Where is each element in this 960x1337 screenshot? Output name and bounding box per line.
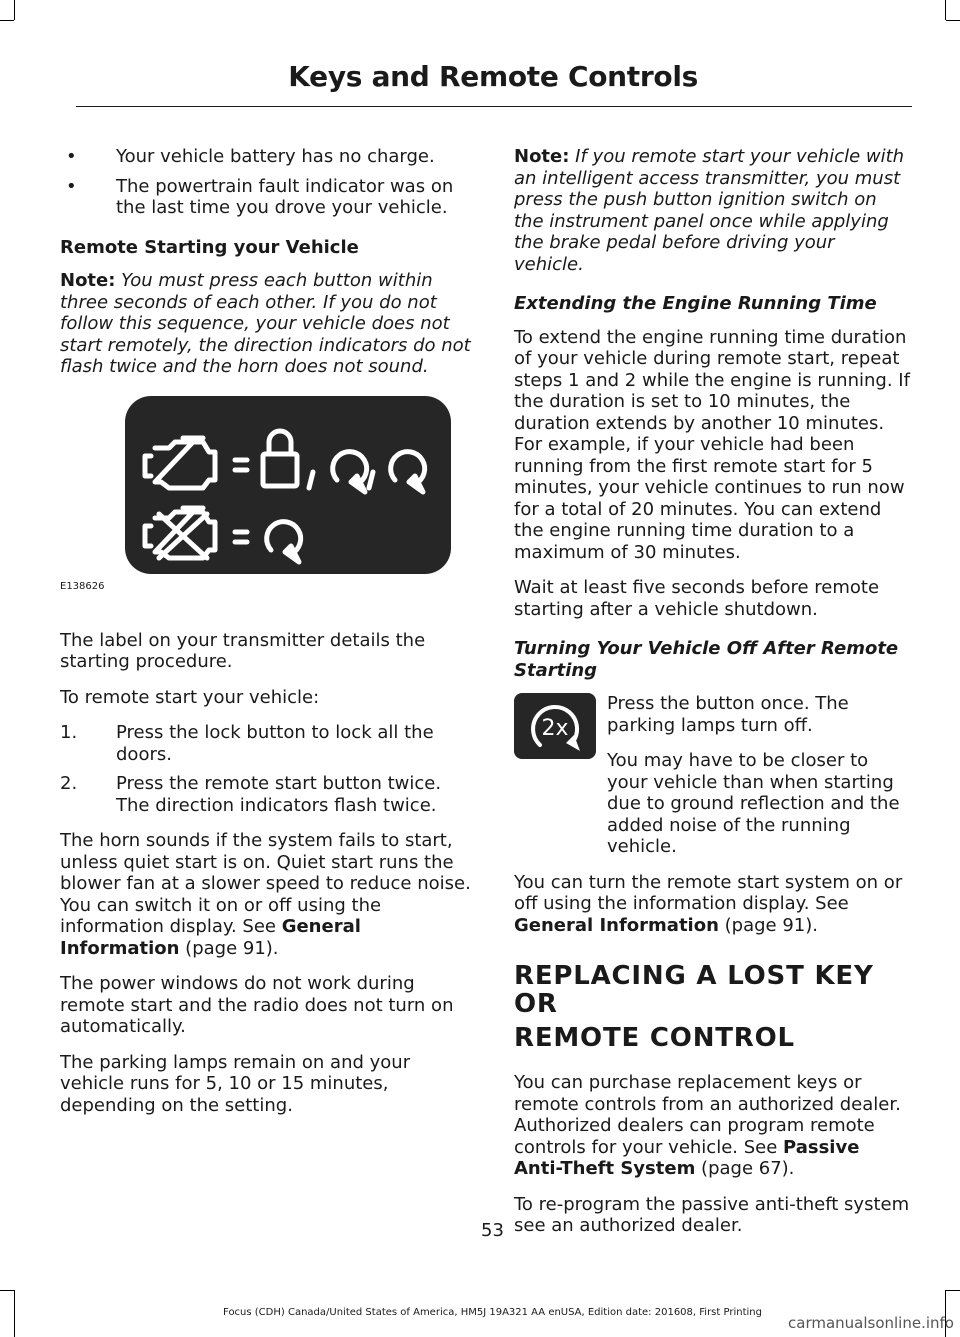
paragraph-text: You can turn the remote start system on or off using the information display. See xyxy=(514,871,903,914)
page-footer: Focus (CDH) Canada/United States of America, HM5J 19A321 AA enUSA, Edition date: 201608, First Printing xyxy=(223,1307,762,1318)
page-reference: (page 91). xyxy=(179,937,279,959)
step-list xyxy=(60,722,474,816)
paragraph-text: You can purchase replacement keys or remote controls from an authorized dealer. Authorized dealers can program remote controls for your vehicle. See xyxy=(514,1072,901,1158)
crop-mark xyxy=(946,20,960,21)
figure-code: E138626 xyxy=(60,580,105,592)
paragraph: Press the button once. The parking lamps turn off. xyxy=(607,693,849,736)
button-instruction xyxy=(514,693,910,858)
figure-graphic xyxy=(125,396,451,574)
note-label: Note: xyxy=(60,270,116,291)
section-subheading: Remote Starting your Vehicle xyxy=(60,236,359,258)
paragraph xyxy=(514,872,910,937)
remote-start-icon xyxy=(333,451,367,483)
note-label: Note: xyxy=(514,146,570,167)
equals-sign xyxy=(235,460,247,470)
comma xyxy=(309,472,313,488)
press-twice-icon xyxy=(514,693,596,759)
watermark: carmanualsonline.info xyxy=(788,1314,954,1332)
comma xyxy=(369,472,373,488)
lock-icon xyxy=(263,431,297,486)
step-text: Press the lock button to lock all the doors. xyxy=(116,722,434,765)
section-heading-line: REPLACING A LOST KEY OR xyxy=(514,961,874,1019)
paragraph-text: You may have to be closer to your vehicle than when starting due to ground reflection and the added noise of the running vehicle. xyxy=(607,750,900,857)
engine-icon xyxy=(145,438,215,488)
paragraph: To re-program the passive anti-theft system see an authorized dealer. xyxy=(514,1193,910,1236)
paragraph: The parking lamps remain on and your vehicle runs for 5, 10 or 15 minutes, depending on the setting. xyxy=(60,1051,411,1116)
note xyxy=(514,146,910,275)
section-heading xyxy=(514,962,910,1052)
engine-off-icon xyxy=(145,508,215,558)
condition-list xyxy=(60,146,474,219)
list-item: • Your vehicle battery has no charge. xyxy=(60,146,474,168)
remote-start-icon xyxy=(391,451,425,483)
cross-reference-link[interactable]: Passive Anti-Theft System xyxy=(514,1136,860,1179)
section-heading-line: REMOTE CONTROL xyxy=(514,1023,795,1053)
section-subheading: Turning Your Vehicle Off After Remote Starting xyxy=(514,638,899,681)
list-item: • The powertrain fault indicator was on the last time you drove your vehicle. xyxy=(60,176,474,219)
paragraph: To remote start your vehicle: xyxy=(60,686,320,708)
page-reference: (page 67). xyxy=(695,1158,795,1179)
list-item xyxy=(60,773,474,816)
paragraph: The label on your transmitter details the starting procedure. xyxy=(60,629,426,672)
crop-mark xyxy=(946,1290,960,1291)
paragraph-text: The horn sounds if the system fails to start, unless quiet start is on. Quiet start runs the blower fan at a slower speed to reduce noise. You can switch it on or off using the information display. See xyxy=(60,830,471,937)
section-subheading: Extending the Engine Running Time xyxy=(514,293,877,314)
right-column xyxy=(514,146,910,1251)
crop-mark xyxy=(0,1290,14,1291)
step-text: Press the remote start button twice. The direction indicators flash twice. xyxy=(116,773,442,816)
cross-reference-link[interactable]: General Information xyxy=(514,914,719,936)
note-text: You must press each button within three seconds of each other. If you do not follow this sequence, your vehicle does not start remotely, the direction indicators do not flash twice and the horn does not sound. xyxy=(60,270,471,377)
page-header-title: Keys and Remote Controls xyxy=(288,60,698,93)
crop-mark xyxy=(945,0,946,20)
paragraph xyxy=(514,1072,910,1180)
list-item xyxy=(60,722,474,765)
remote-start-icon xyxy=(267,521,301,553)
crop-mark xyxy=(14,0,15,20)
crop-mark xyxy=(0,20,14,21)
left-column xyxy=(60,146,474,1130)
remote-start-figure xyxy=(60,396,460,608)
figure-panel xyxy=(125,396,451,574)
badge-label: 2x xyxy=(541,716,569,741)
paragraph xyxy=(514,750,910,858)
step-number: 1. xyxy=(60,722,78,743)
page-number: 53 xyxy=(481,1220,504,1241)
note-text: If you remote start your vehicle with an intelligent access transmitter, you must press the push button ignition switch on the instrument panel once while applying the brake pedal before driving your vehicle. xyxy=(514,146,905,275)
step-number: 2. xyxy=(60,773,78,794)
note xyxy=(60,270,474,378)
cross-reference-link[interactable]: General Information xyxy=(60,916,361,959)
paragraph xyxy=(60,830,474,959)
header-rule xyxy=(76,106,912,107)
paragraph: To extend the engine running time duration of your vehicle during remote start, repeat steps 1 and 2 while the engine is running. If the duration is set to 10 minutes, the duration extends by another 10 minutes. For example, if your vehicle had been running from the first remote start for 5 minutes, your vehicle continues to run now for a total of 20 minutes. You can extend the engine running time duration to a maximum of 30 minutes. xyxy=(514,326,910,563)
paragraph: The power windows do not work during remote start and the radio does not turn on automatically. xyxy=(60,973,454,1037)
paragraph: Wait at least five seconds before remote starting after a vehicle shutdown. xyxy=(514,577,880,620)
page-reference: (page 91). xyxy=(718,914,818,936)
equals-sign xyxy=(235,532,247,542)
